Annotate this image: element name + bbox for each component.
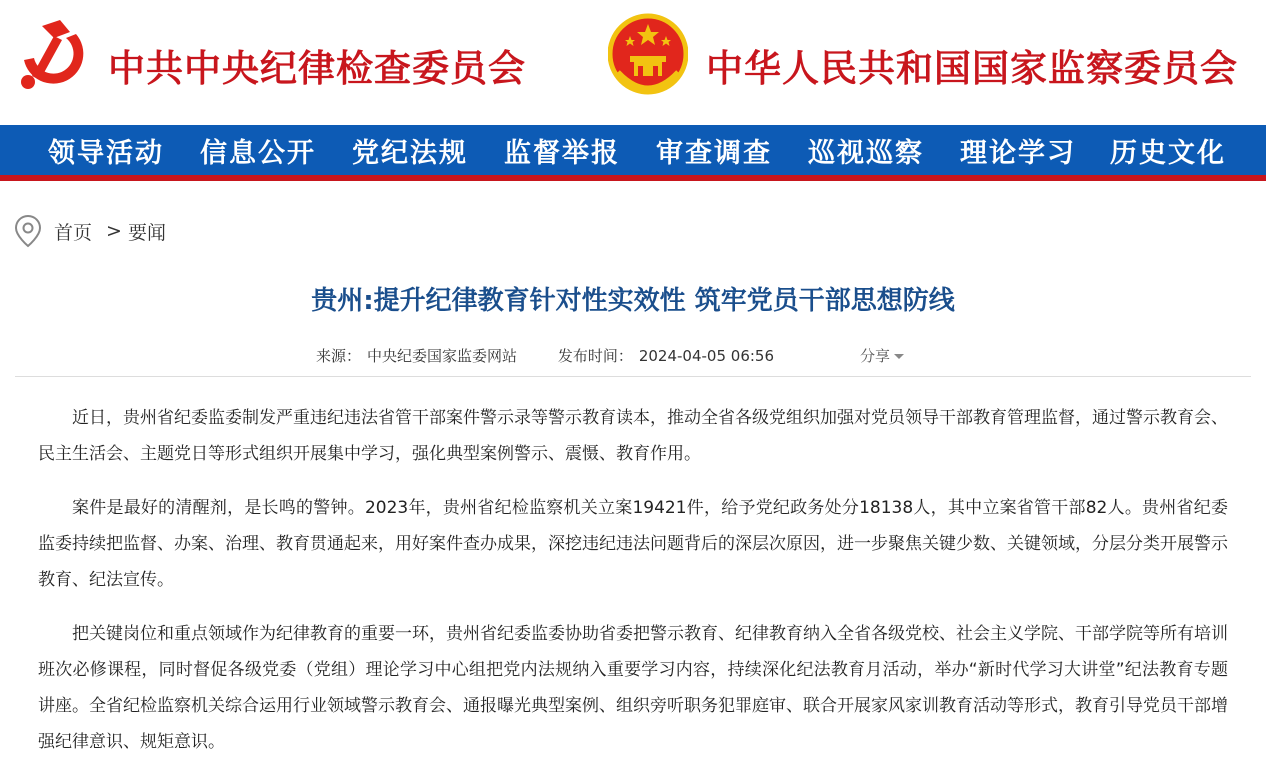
breadcrumb-home[interactable]: 首页	[54, 221, 93, 244]
nav-item-inspection[interactable]: 巡视巡察	[808, 138, 924, 169]
share-label: 分享	[860, 347, 891, 365]
divider	[15, 376, 1251, 377]
nav-item-investigation[interactable]: 审查调查	[656, 138, 772, 169]
article-title: 贵州:提升纪律教育针对性实效性 筑牢党员干部思想防线	[311, 286, 955, 316]
time-value: 2024-04-05 06:56	[638, 347, 774, 365]
nav-item-regulations[interactable]: 党纪法规	[352, 138, 468, 169]
nav-item-theory[interactable]: 理论学习	[960, 138, 1076, 169]
nav-item-history[interactable]: 历史文化	[1110, 138, 1226, 169]
national-emblem-icon[interactable]	[608, 12, 688, 98]
article-meta	[316, 345, 780, 366]
share-button[interactable]	[860, 345, 904, 366]
breadcrumb-separator: >	[106, 220, 122, 242]
source-label: 来源：	[316, 347, 362, 365]
breadcrumb-current[interactable]: 要闻	[127, 221, 166, 244]
site-header	[0, 0, 1266, 169]
nav-item-info[interactable]: 信息公开	[200, 138, 316, 169]
time-label: 发布时间：	[557, 347, 633, 365]
breadcrumb	[14, 214, 166, 248]
paragraph-1: 近日，贵州省纪委监委制发严重违纪违法省管干部案件警示录等警示教育读本，推动全省各级党组织加强对党员领导干部教育管理监督，通过警示教育会、民主生活会、主题党日等形式组织开展集中学习，强化典型案例警示、震慑、教育作用。	[38, 408, 1228, 464]
nav-item-report[interactable]: 监督举报	[504, 138, 620, 169]
nav-item-leadership[interactable]: 领导活动	[48, 138, 164, 169]
party-emblem-icon[interactable]	[14, 14, 94, 94]
location-pin-icon	[14, 214, 42, 248]
paragraph-2: 案件是最好的清醒剂，是长鸣的警钟。2023年，贵州省纪检监察机关立案19421件，给予党纪政务处分18138人，其中立案省管干部82人。贵州省纪委监委持续把监督、办案、治理、教育贯通起来，用好案件查办成果，深挖违纪违法问题背后的深层次原因，进一步聚焦关键少数、关键领域，分层分类开展警示教育、纪法宣传。	[38, 498, 1228, 590]
ccdi-title[interactable]: 中共中央纪律检查委员会	[108, 46, 526, 90]
nsc-title[interactable]: 中华人民共和国国家监察委员会	[706, 46, 1238, 90]
paragraph-3: 把关键岗位和重点领域作为纪律教育的重要一环，贵州省纪委监委协助省委把警示教育、纪律教育纳入全省各级党校、社会主义学院、干部学院等所有培训班次必修课程，同时督促各级党委（党组）理论学习中心组把党内法规纳入重要学习内容，持续深化纪法教育月活动，举办“新时代学习大讲堂”纪法教育专题讲座。全省纪检监察机关综合运用行业领域警示教育会、通报曝光典型案例、组织旁听职务犯罪庭审、联合开展家风家训教育活动等形式，教育引导党员干部增强纪律意识、规矩意识。	[38, 624, 1228, 752]
main-nav	[0, 125, 1266, 181]
article-body	[38, 400, 1228, 778]
caret-down-icon	[894, 354, 904, 359]
source-value: 中央纪委国家监委网站	[367, 347, 518, 365]
